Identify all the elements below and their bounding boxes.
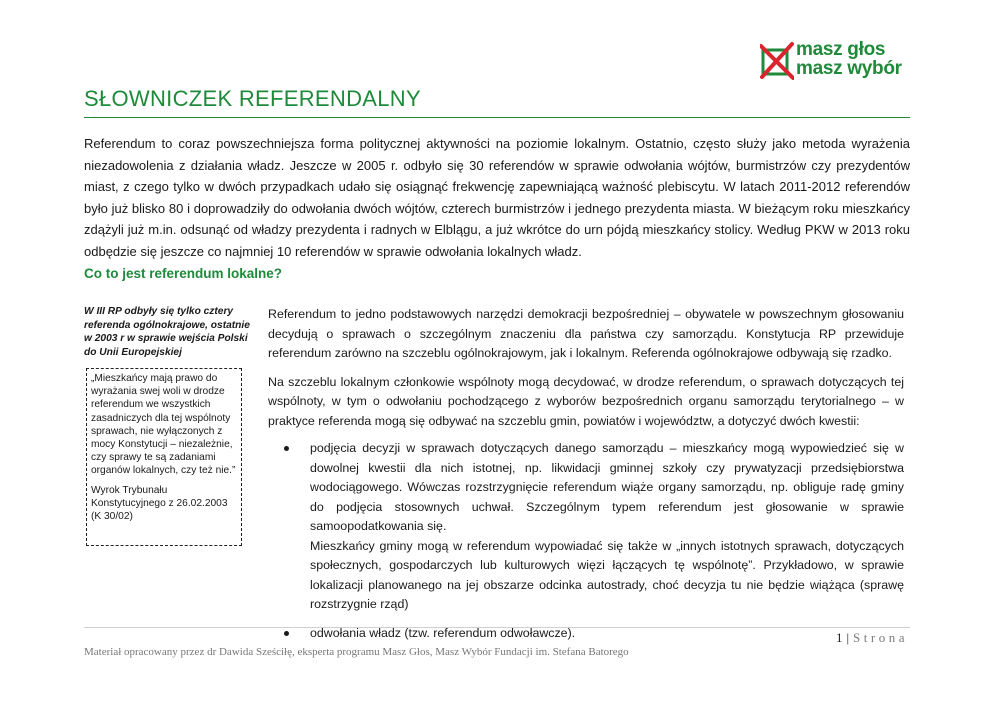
bullet-icon — [284, 631, 289, 636]
logo-line-1: masz głos — [796, 39, 886, 60]
title-divider — [84, 117, 910, 118]
main-paragraph-2: Na szczeblu lokalnym członkowie wspólnoty mogą decydować, w drodze referendum, o sprawach dotyczących tej wspólnoty, w tym o odwołaniu pochodzącego z wyborów bezpośrednich organu samorządu terytorialnego – w praktyce referenda mogą się odbywać na szczeblu gmin, powiatów i województw, a dotyczyć dwóch kwestii: — [268, 374, 904, 428]
page-number-value: 1 — [835, 630, 843, 645]
section-heading: Co to jest referendum lokalne? — [84, 266, 283, 281]
page-number-separator: | — [846, 630, 850, 645]
logo — [760, 40, 920, 88]
page-title: SŁOWNICZEK REFERENDALNY — [84, 86, 421, 111]
bullet-icon — [284, 446, 289, 451]
quote-source: Wyrok Trybunału Konstytucyjnego z 26.02.2003 (K 30/02) — [91, 484, 228, 523]
side-note: W III RP odbyły się tylko cztery referenda ogólnokrajowe, ostatnie w 2003 r w sprawie wejścia Polski do Unii Europejskiej — [84, 306, 250, 358]
list-item-text: podjęcia decyzji w sprawach dotyczących danego samorządu – mieszkańcy mogą wypowiedzieć się w dowolnej kwestii dla nich istotnej, np. likwidacji gminnej szkoły czy prywatyzacji przedsiębiorstwa wodociągowego. Wówczas rozstrzygnięcie referendum wiąże organy samorządu, np. obliguje radę gminy do podjęcia stosownych uchwał. Szczególnym typem referendum jest głosowanie w sprawie samoopodatkowania się. — [310, 441, 904, 533]
footer-divider — [84, 627, 910, 628]
list-item-text: odwołania władz (tzw. referendum odwoławcze). — [310, 625, 576, 640]
checkbox-with-red-x-icon — [760, 42, 794, 80]
list-item-subtext: Mieszkańcy gminy mogą w referendum wypowiadać się także w „innych istotnych sprawach, dotyczących społecznych, gospodarczych lub kulturowych więzi łączących tę wspólnotę”. Przykładowo, w sprawie lokalizacji planowanego na jej obszarze odcinka autostrady, choć decyzja tu nie będzie wiążąca (sprawę rozstrzygnie rząd) — [310, 538, 904, 611]
quote-box — [86, 368, 242, 546]
quote-text: „Mieszkańcy mają prawo do wyrażania swej woli w drodze referendum we wszystkich zasadniczych dla tej wspólnoty sprawach, nie wyłączonych z mocy Konstytucji – niezależnie, czy sprawy te są zadaniami organów lokalnych, czy też nie.” — [91, 373, 236, 477]
list-item — [268, 439, 904, 615]
page-word: Strona — [853, 630, 908, 645]
bullet-list — [268, 439, 904, 643]
main-content — [268, 305, 904, 643]
footer-credit: Materiał opracowany przez dr Dawida Sześciłę, eksperta programu Masz Głos, Masz Wybór Fundacji im. Stefana Batorego — [84, 646, 629, 658]
page-number — [836, 630, 908, 646]
intro-paragraph: Referendum to coraz powszechniejsza forma politycznej aktywności na poziomie lokalnym. Ostatnio, często służy jako metoda wyrażenia niezadowolenia z działania władz. Jeszcze w 2005 r. odbyło się 30 referendów w sprawie odwołania wójtów, burmistrzów czy prezydentów miast, z czego tylko w dwóch przypadkach udało się osiągnąć frekwencję zapewniającą ważność plebiscytu. W latach 2011-2012 referendów było już blisko 80 i doprowadziły do odwołania dwóch wójtów, czterech burmistrzów i jednego prezydenta miasta. W bieżącym roku mieszkańcy zdążyli już m.in. odsunąć od władzy prezydenta i radnych w Elblągu, a już wkrótce do urn pójdą mieszkańcy stolicy. Według PKW w 2013 roku odbędzie się jeszcze co najmniej 10 referendów w sprawie odwołania lokalnych władz. — [84, 136, 910, 259]
main-paragraph-1: Referendum to jedno podstawowych narzędzi demokracji bezpośredniej – obywatele w powszechnym głosowaniu decydują o sprawach o szczególnym znaczeniu dla państwa czy samorządu. Konstytucja RP przewiduje referendum zarówno na szczeblu ogólnokrajowym, jak i lokalnym. Referenda ogólnokrajowe odbywają się rzadko. — [268, 307, 904, 360]
logo-line-2: masz wybór — [796, 58, 902, 79]
